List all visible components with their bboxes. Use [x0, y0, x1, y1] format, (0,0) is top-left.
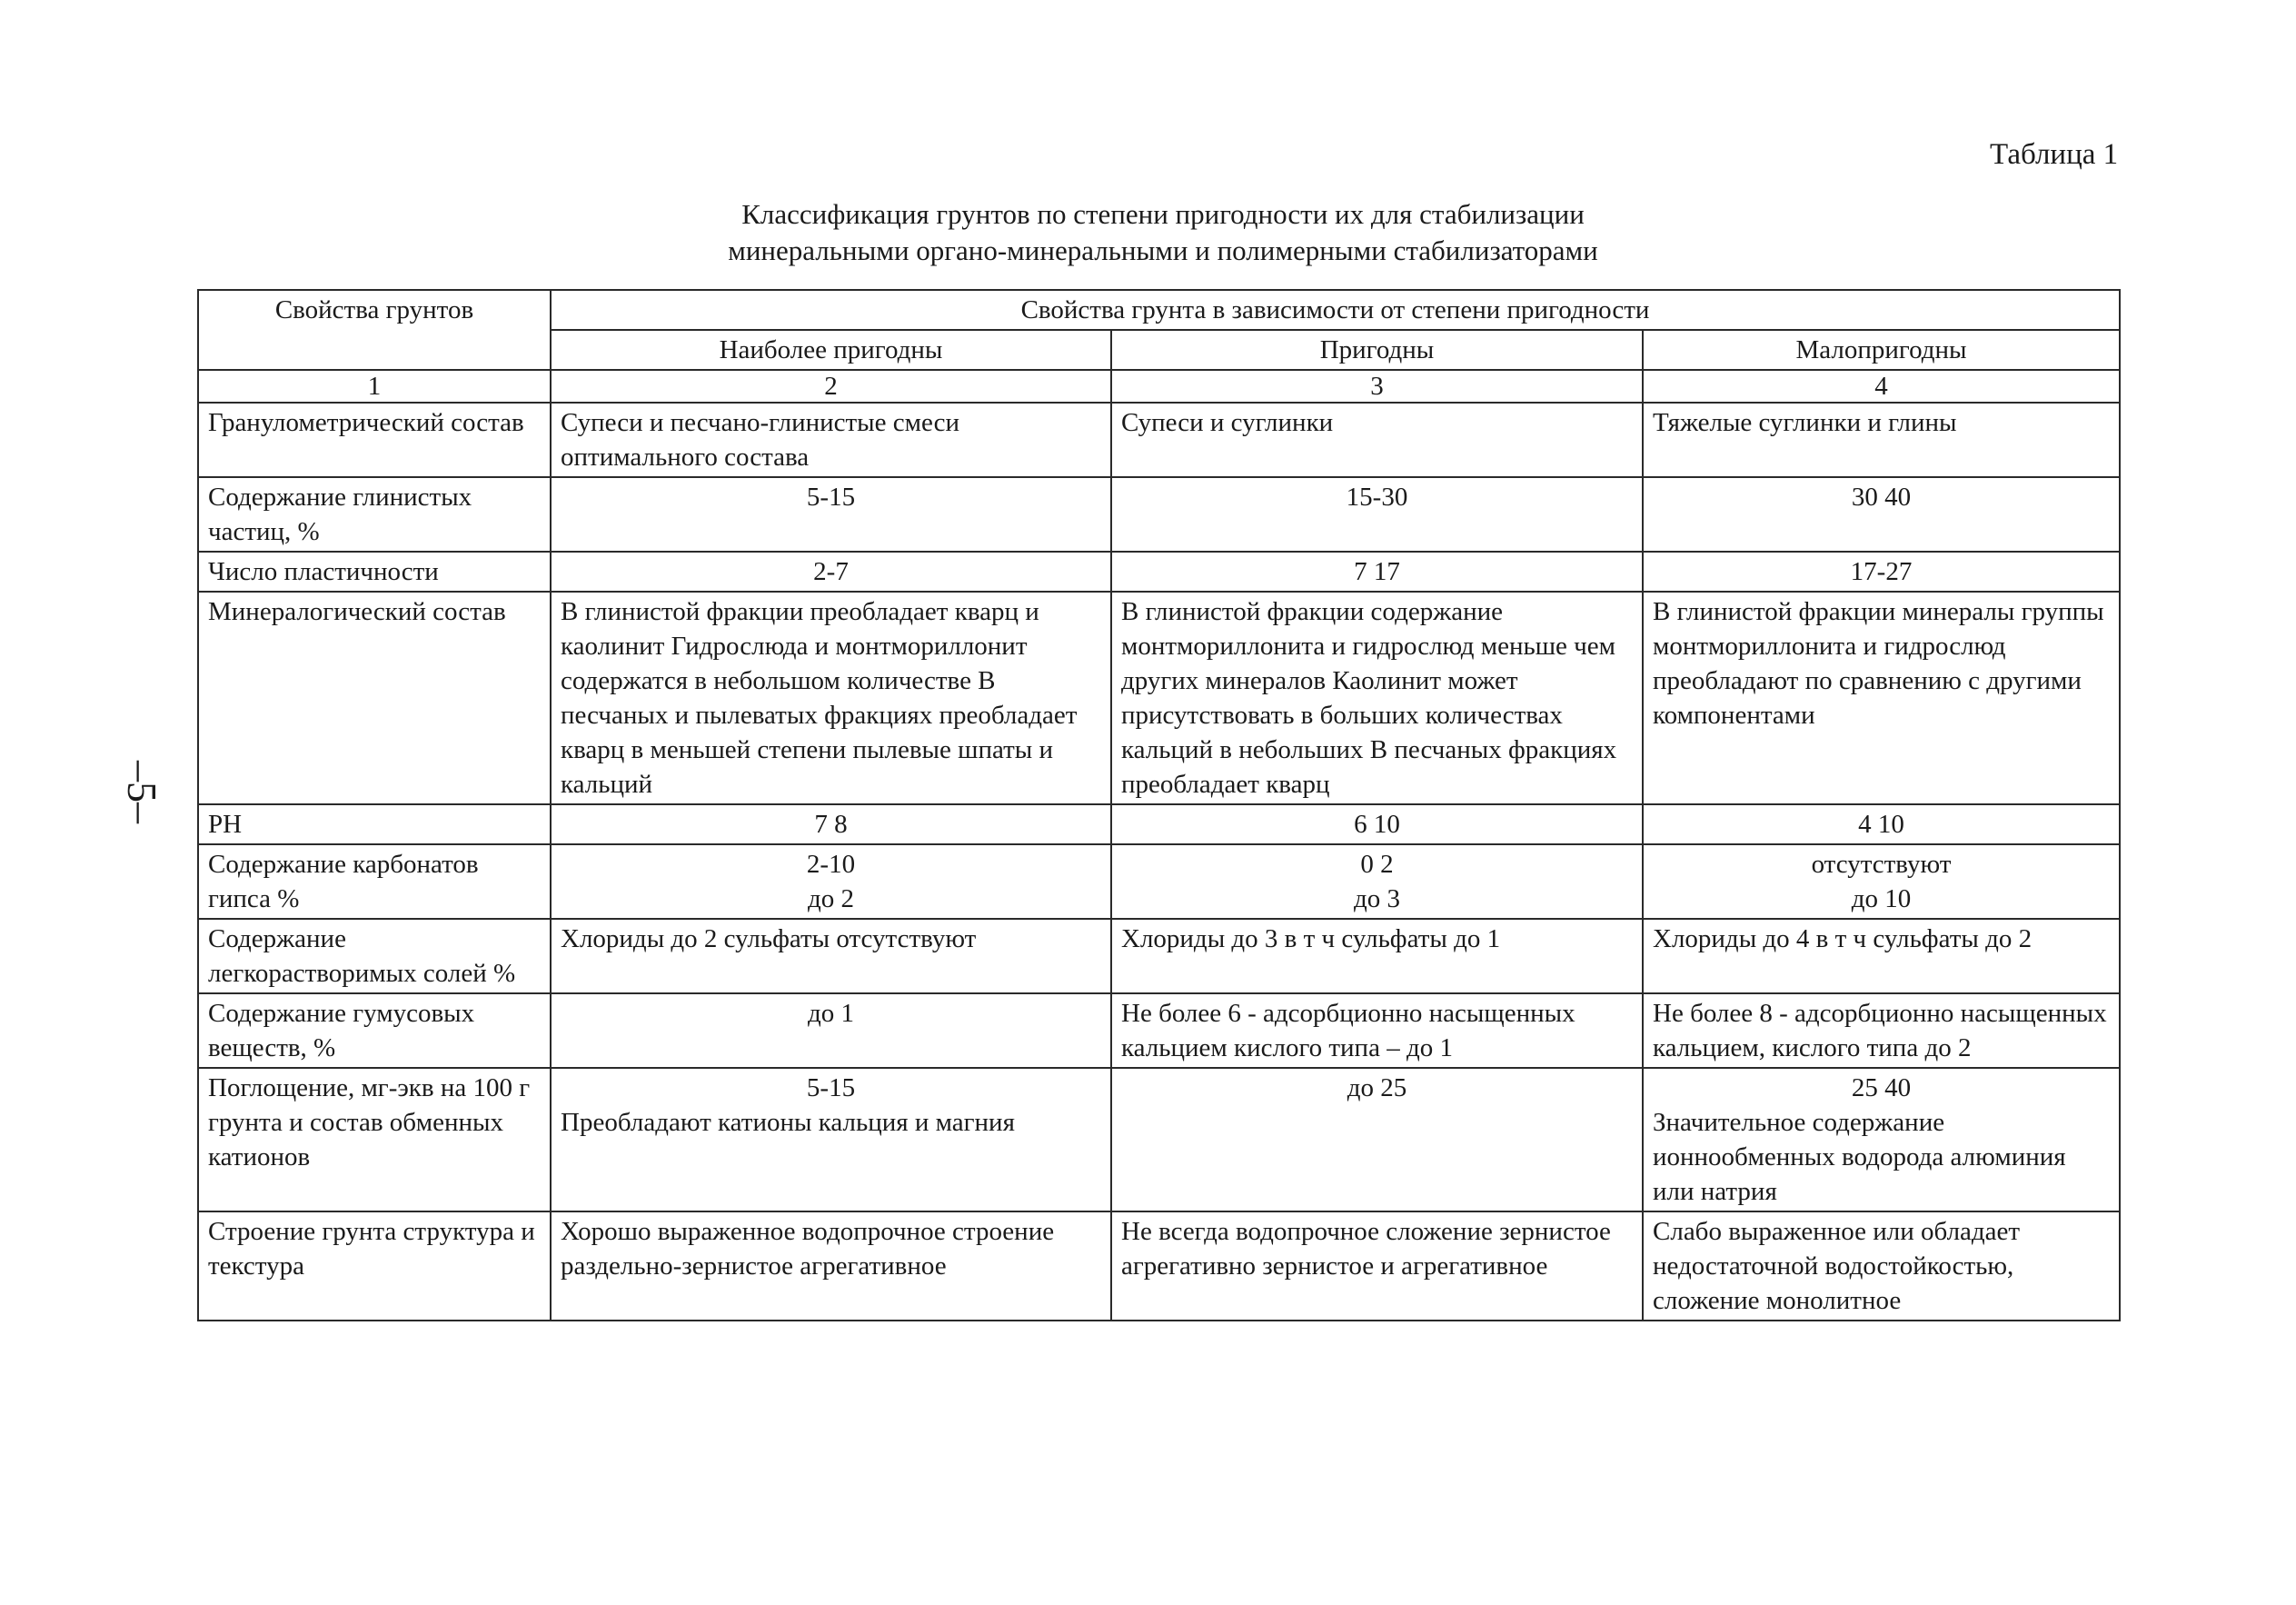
cell-line: 5-15: [806, 1073, 856, 1102]
header-suitable: Пригодны: [1111, 330, 1643, 370]
low-suitable-cell: [1643, 844, 2120, 919]
header-most-suitable: Наиболее пригодны: [551, 330, 1111, 370]
low-suitable-cell: Слабо выраженное или обладает недостаточной водостойкостью, сложение монолитное: [1643, 1211, 2120, 1321]
table-row: [198, 804, 2120, 844]
property-cell: Содержание глинистых частиц, %: [198, 477, 551, 552]
index-cell: 4: [1643, 370, 2120, 403]
suitable-cell: Не более 6 - адсорбционно насыщенных кальцием кислого типа – до 1: [1111, 993, 1643, 1068]
index-cell: 1: [198, 370, 551, 403]
most-suitable-cell: 2-7: [551, 552, 1111, 592]
cell-line: 25 40: [1851, 1073, 1912, 1102]
header-group: Свойства грунта в зависимости от степени пригодности: [551, 290, 2120, 330]
cell-line: до 2: [807, 884, 854, 913]
cell-line: до 10: [1851, 884, 1912, 913]
index-row: [198, 370, 2120, 403]
table-row: [198, 592, 2120, 804]
low-suitable-cell: Тяжелые суглинки и глины: [1643, 403, 2120, 477]
index-cell: 2: [551, 370, 1111, 403]
property-cell: Поглощение, мг-экв на 100 г грунта и состав обменных катионов: [198, 1068, 551, 1211]
low-suitable-cell: Не более 8 - адсорбционно насыщенных кальцием, кислого типа до 2: [1643, 993, 2120, 1068]
property-cell: Содержание легкорастворимых солей %: [198, 919, 551, 993]
title-line-1: Классификация грунтов по степени пригодности их для стабилизации: [741, 198, 1585, 230]
suitable-cell: В глинистой фракции содержание монтмориллонита и гидрослюд меньше чем других минералов Каолинит может присутствовать в больших количествах кальций в небольших В песчаных фракциях преобладает кварц: [1111, 592, 1643, 804]
suitable-cell: [1111, 844, 1643, 919]
table-row: [198, 552, 2120, 592]
low-suitable-cell: 30 40: [1643, 477, 2120, 552]
cell-line: до 3: [1353, 884, 1400, 913]
most-suitable-cell: Супеси и песчано-глинистые смеси оптимального состава: [551, 403, 1111, 477]
cell-line: 0 2: [1360, 850, 1394, 879]
most-suitable-cell: до 1: [551, 993, 1111, 1068]
property-cell: Строение грунта структура и текстура: [198, 1211, 551, 1321]
table-row: [198, 477, 2120, 552]
table-row: [198, 993, 2120, 1068]
property-cell: Минералогический состав: [198, 592, 551, 804]
low-suitable-cell: В глинистой фракции минералы группы монтмориллонита и гидрослюд преобладают по сравнению с другими компонентами: [1643, 592, 2120, 804]
table-row: [198, 1068, 2120, 1211]
low-suitable-cell: [1643, 1068, 2120, 1211]
property-cell: Содержание карбонатов гипса %: [198, 844, 551, 919]
most-suitable-cell: [551, 844, 1111, 919]
title-line-2: минеральными органо-минеральными и полимерными стабилизаторами: [728, 234, 1598, 266]
suitable-cell: 6 10: [1111, 804, 1643, 844]
cell-line: 2-10: [806, 850, 856, 879]
header-property: Свойства грунтов: [198, 290, 551, 370]
property-cell: Число пластичности: [198, 552, 551, 592]
header-row: [198, 290, 2120, 330]
table-row: [198, 844, 2120, 919]
most-suitable-cell: Хлориды до 2 сульфаты отсутствуют: [551, 919, 1111, 993]
suitable-cell: 15-30: [1111, 477, 1643, 552]
table-row: [198, 919, 2120, 993]
table-number: Таблица 1: [1990, 138, 2119, 171]
most-suitable-cell: 7 8: [551, 804, 1111, 844]
cell-line: отсутствуют: [1811, 850, 1952, 879]
table-row: [198, 1211, 2120, 1321]
header-low-suitable: Малопригодны: [1643, 330, 2120, 370]
property-cell: Содержание гумусовых веществ, %: [198, 993, 551, 1068]
most-suitable-cell: 5-15: [551, 477, 1111, 552]
most-suitable-cell: В глинистой фракции преобладает кварц и каолинит Гидрослюда и монтмориллонит содержатся в небольшом количестве В песчаных и пылеватых фракциях преобладает кварц в меньшей степени пылевые шпаты и кальций: [551, 592, 1111, 804]
low-suitable-cell: Хлориды до 4 в т ч сульфаты до 2: [1643, 919, 2120, 993]
cell-line: Преобладают катионы кальция и магния: [561, 1108, 1015, 1137]
classification-table: [197, 289, 2121, 1321]
low-suitable-cell: 4 10: [1643, 804, 2120, 844]
suitable-cell: Не всегда водопрочное сложение зернистое агрегативно зернистое и агрегативное: [1111, 1211, 1643, 1321]
suitable-cell: до 25: [1111, 1068, 1643, 1211]
cell-line: Значительное содержание ионнообменных водорода алюминия или натрия: [1653, 1108, 2066, 1206]
suitable-cell: 7 17: [1111, 552, 1643, 592]
index-cell: 3: [1111, 370, 1643, 403]
most-suitable-cell: Хорошо выраженное водопрочное строение раздельно-зернистое агрегативное: [551, 1211, 1111, 1321]
table-title: [618, 196, 1708, 269]
suitable-cell: Супеси и суглинки: [1111, 403, 1643, 477]
most-suitable-cell: [551, 1068, 1111, 1211]
suitable-cell: Хлориды до 3 в т ч сульфаты до 1: [1111, 919, 1643, 993]
property-cell: Гранулометрический состав: [198, 403, 551, 477]
low-suitable-cell: 17-27: [1643, 552, 2120, 592]
property-cell: РН: [198, 804, 551, 844]
page-number: –5–: [119, 761, 165, 823]
table-row: [198, 403, 2120, 477]
